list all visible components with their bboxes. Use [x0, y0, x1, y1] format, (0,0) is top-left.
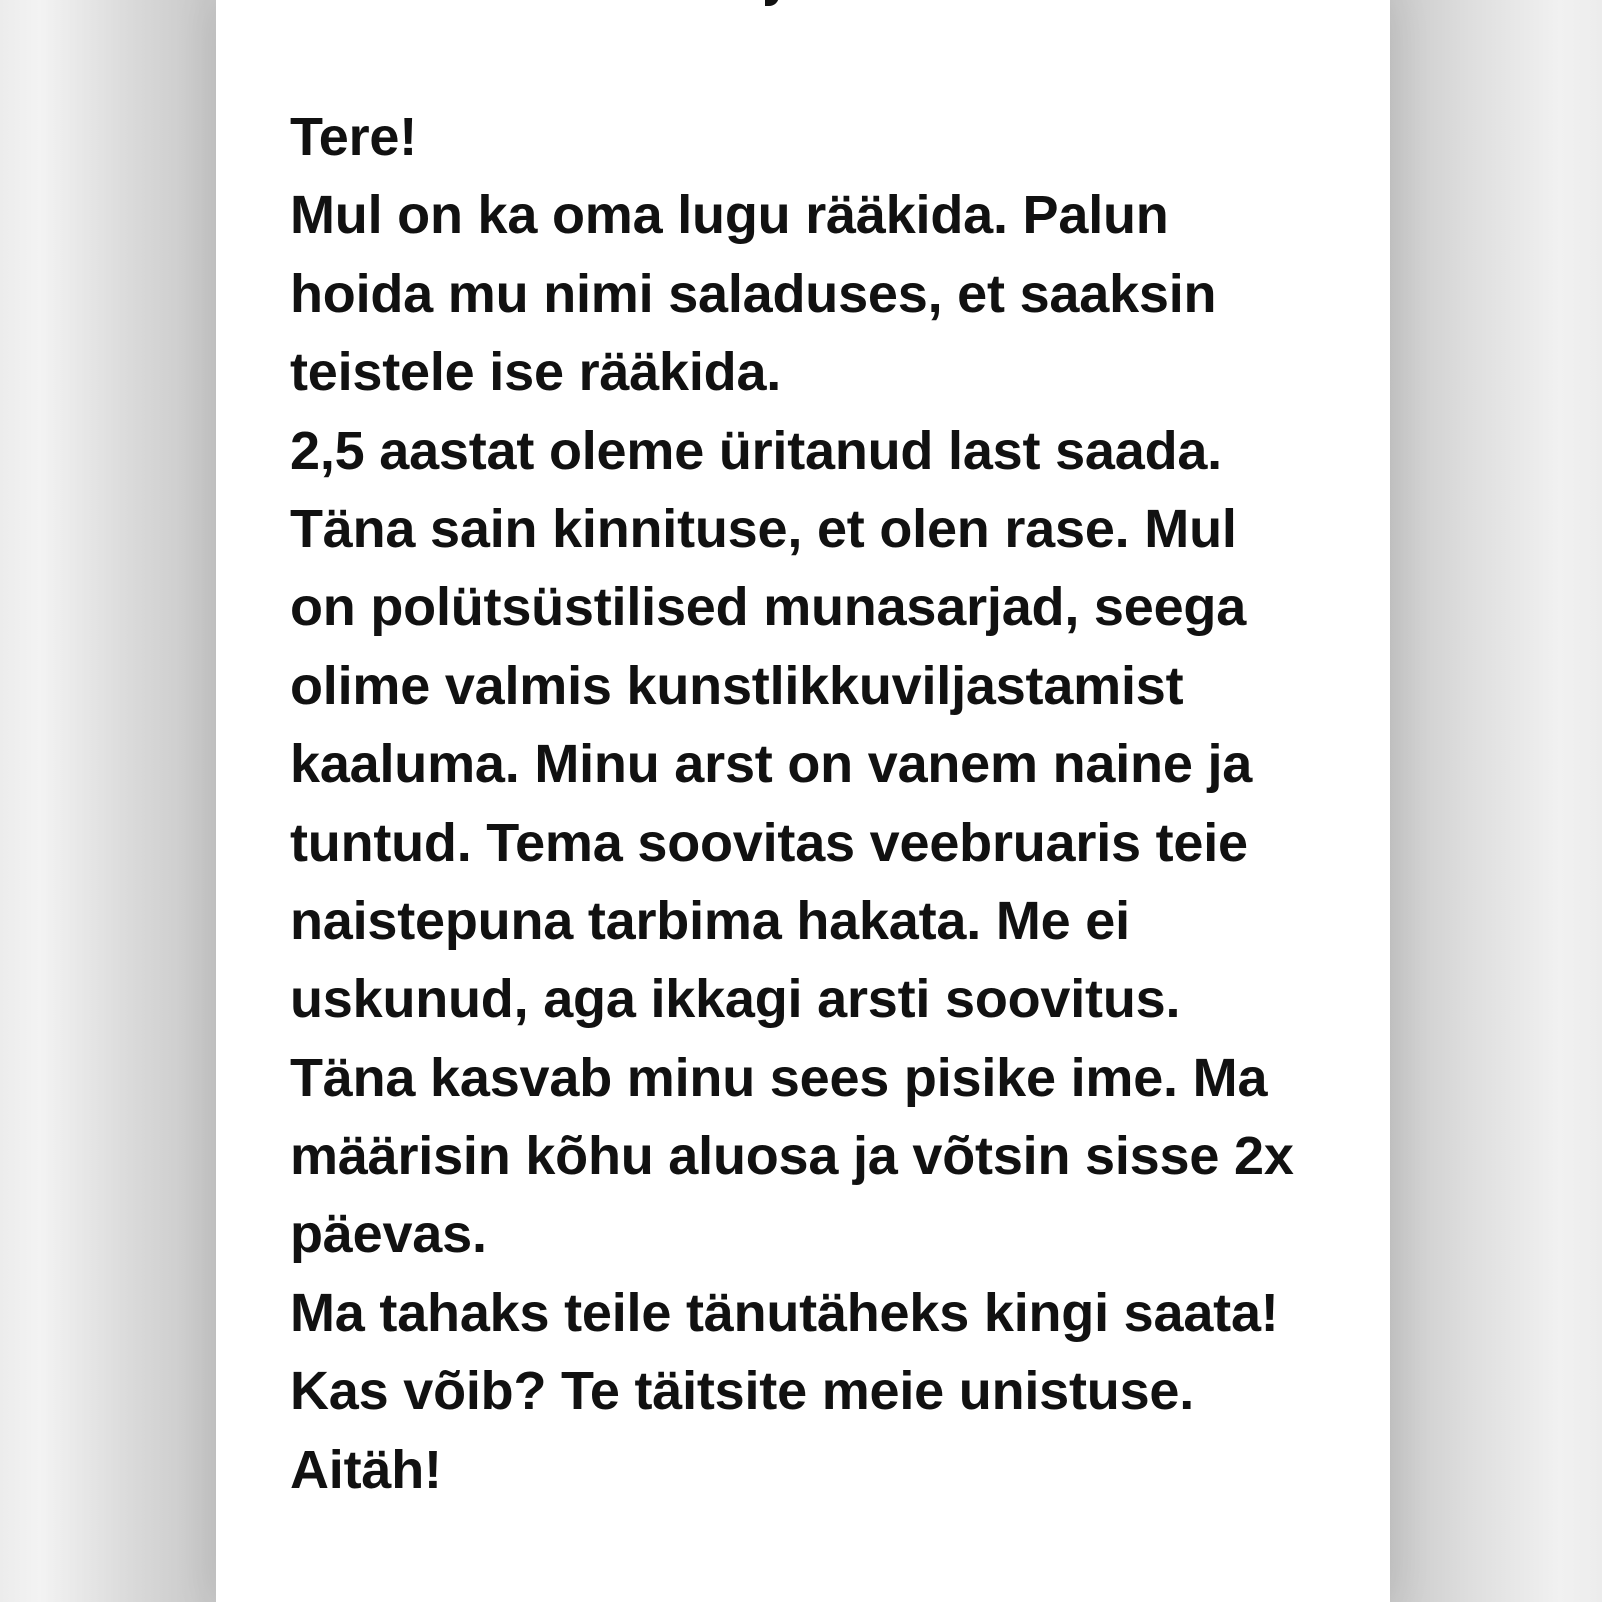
message-line: teistele ise rääkida.: [290, 342, 782, 403]
message-line: naistepuna tarbima hakata. Me ei: [290, 890, 1130, 951]
message-line: Ma tahaks teile tänutäheks kingi saata!: [290, 1282, 1279, 1343]
message-line: olime valmis kunstlikkuviljastamist: [290, 655, 1184, 716]
message-line: Kas võib? Te täitsite meie unistuse.: [290, 1361, 1195, 1422]
message-line: määrisin kõhu aluosa ja võtsin sisse 2x: [290, 1126, 1294, 1187]
message-line: Aitäh!: [290, 1439, 442, 1500]
message-line: Tere!: [290, 107, 418, 167]
message-line: on polütsüstilised munasarjad, seega: [290, 577, 1247, 638]
cropped-text-fragment: [756, 0, 782, 8]
message-line: kaaluma. Minu arst on vanem naine ja: [290, 734, 1253, 795]
message-line: Täna kasvab minu sees pisike ime. Ma: [290, 1047, 1268, 1108]
message-line: Täna sain kinnituse, et olen rase. Mul: [290, 498, 1237, 559]
message-line: uskunud, aga ikkagi arsti soovitus.: [290, 969, 1181, 1030]
message-line: päevas.: [290, 1204, 487, 1265]
message-line: Mul on ka oma lugu rääkida. Palun: [290, 185, 1169, 246]
message-line: 2,5 aastat oleme üritanud last saada.: [290, 420, 1222, 481]
message-line: tuntud. Tema soovitas veebruaris teie: [290, 812, 1248, 873]
message-body: [290, 98, 1350, 1509]
message-page: [216, 0, 1390, 1602]
message-line: hoida mu nimi saladuses, et saaksin: [290, 263, 1217, 324]
